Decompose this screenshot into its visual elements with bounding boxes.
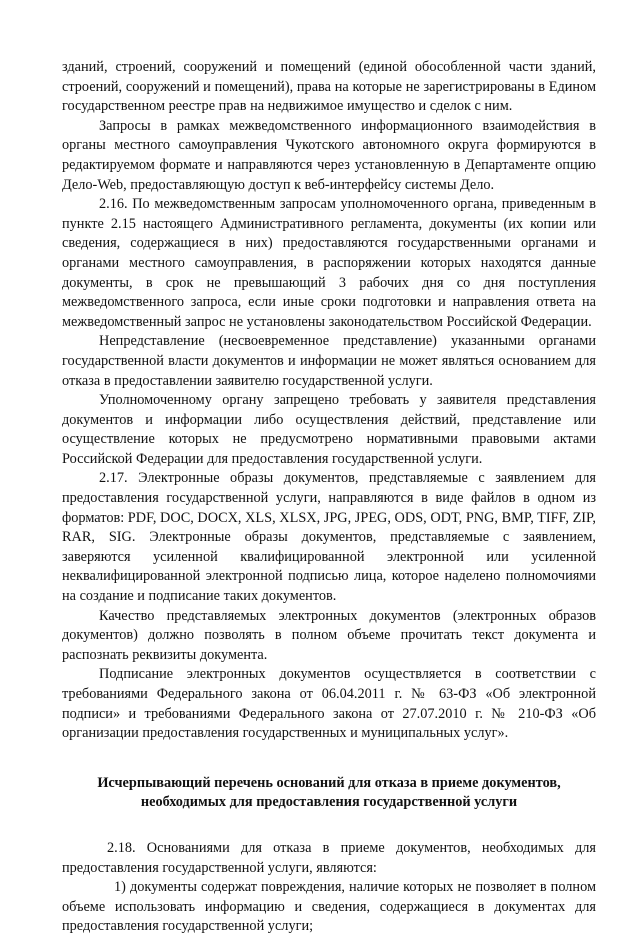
paragraph-non-submission: Непредставление (несвоевременное представление) указанными органами государственной власти документов и информации не может являться основанием для отказа в предоставлении заявителю государственной услуги. [62,333,596,389]
paragraph-2-18: 2.18. Основаниями для отказа в приеме документов, необходимых для предоставления государственной услуги, являются: [62,839,596,876]
paragraph-quality: Качество представляемых электронных документов (электронных образов документов) должно позволять в полном объеме прочитать текст документа и распознать реквизиты документа. [62,607,596,663]
paragraph-2-17: 2.17. Электронные образы документов, представляемые с заявлением для предоставления государственной услуги, направляются в виде файлов в одном из форматов: PDF, DOC, DOCX, XLS, XLSX, JPG, JPEG, ODS, ODT, PNG, BMP, TIFF, ZIP, RAR, SIG. Электронные образы документов, представляемые с заявлением, заверяются усиленной квалифицированной электронной или усиленной неквалифицированной электронной подписью лица, которое наделено полномочиями на создание и подписание таких документов. [62,470,596,605]
paragraph-2-16: 2.16. По межведомственным запросам уполномоченного органа, приведенным в пункте 2.15 настоящего Административного регламента, документы (их копии или сведения, содержащиеся в них) предоставляются государственными органами и органами местного самоуправления, в распоряжении которых находятся данные документы, в срок не превышающий 3 рабочих дня со дня поступления межведомственного запроса, если иные сроки подготовки и направления ответа на межведомственный запрос не установлены законодательством Российской Федерации. [62,196,596,330]
paragraph-buildings-continuation: зданий, строений, сооружений и помещений (единой обособленной части зданий, строений, сооружений и помещений), права на которые не зарегистрированы в Едином государственном реестре прав на недвижимое имущество и сделок с ним. [62,59,596,115]
paragraph-interagency-requests: Запросы в рамках межведомственного информационного взаимодействия в органы местного самоуправления Чукотского автономного округа формируются в редактируемом формате и направляются через установленную в Департаменте опцию Дело-Web, предоставляющую доступ к веб-интерфейсу системы Дело. [62,117,596,193]
paragraph-prohibition: Уполномоченному органу запрещено требовать у заявителя представления документов и информации либо осуществления действий, представление или осуществление которых не предусмотрено нормативными правовыми актами Российской Федерации для предоставления государственной услуги. [62,392,596,467]
list-item-1: 1) документы содержат повреждения, наличие которых не позволяет в полном объеме использовать информацию и сведения, содержащиеся в документах для предоставления государственной услуги; [62,879,596,935]
section-heading: Исчерпывающий перечень оснований для отказа в приеме документов, необходимых для предоставления государственной услуги [97,774,561,811]
paragraph-signing: Подписание электронных документов осуществляется в соответствии с требованиями Федерального закона от 06.04.2011 г. № 63-ФЗ «Об электронной подписи» и требованиями Федерального закона от 27.07.2010 г. № 210-ФЗ «Об организации предоставления государственных и муниципальных услуг». [62,666,596,742]
